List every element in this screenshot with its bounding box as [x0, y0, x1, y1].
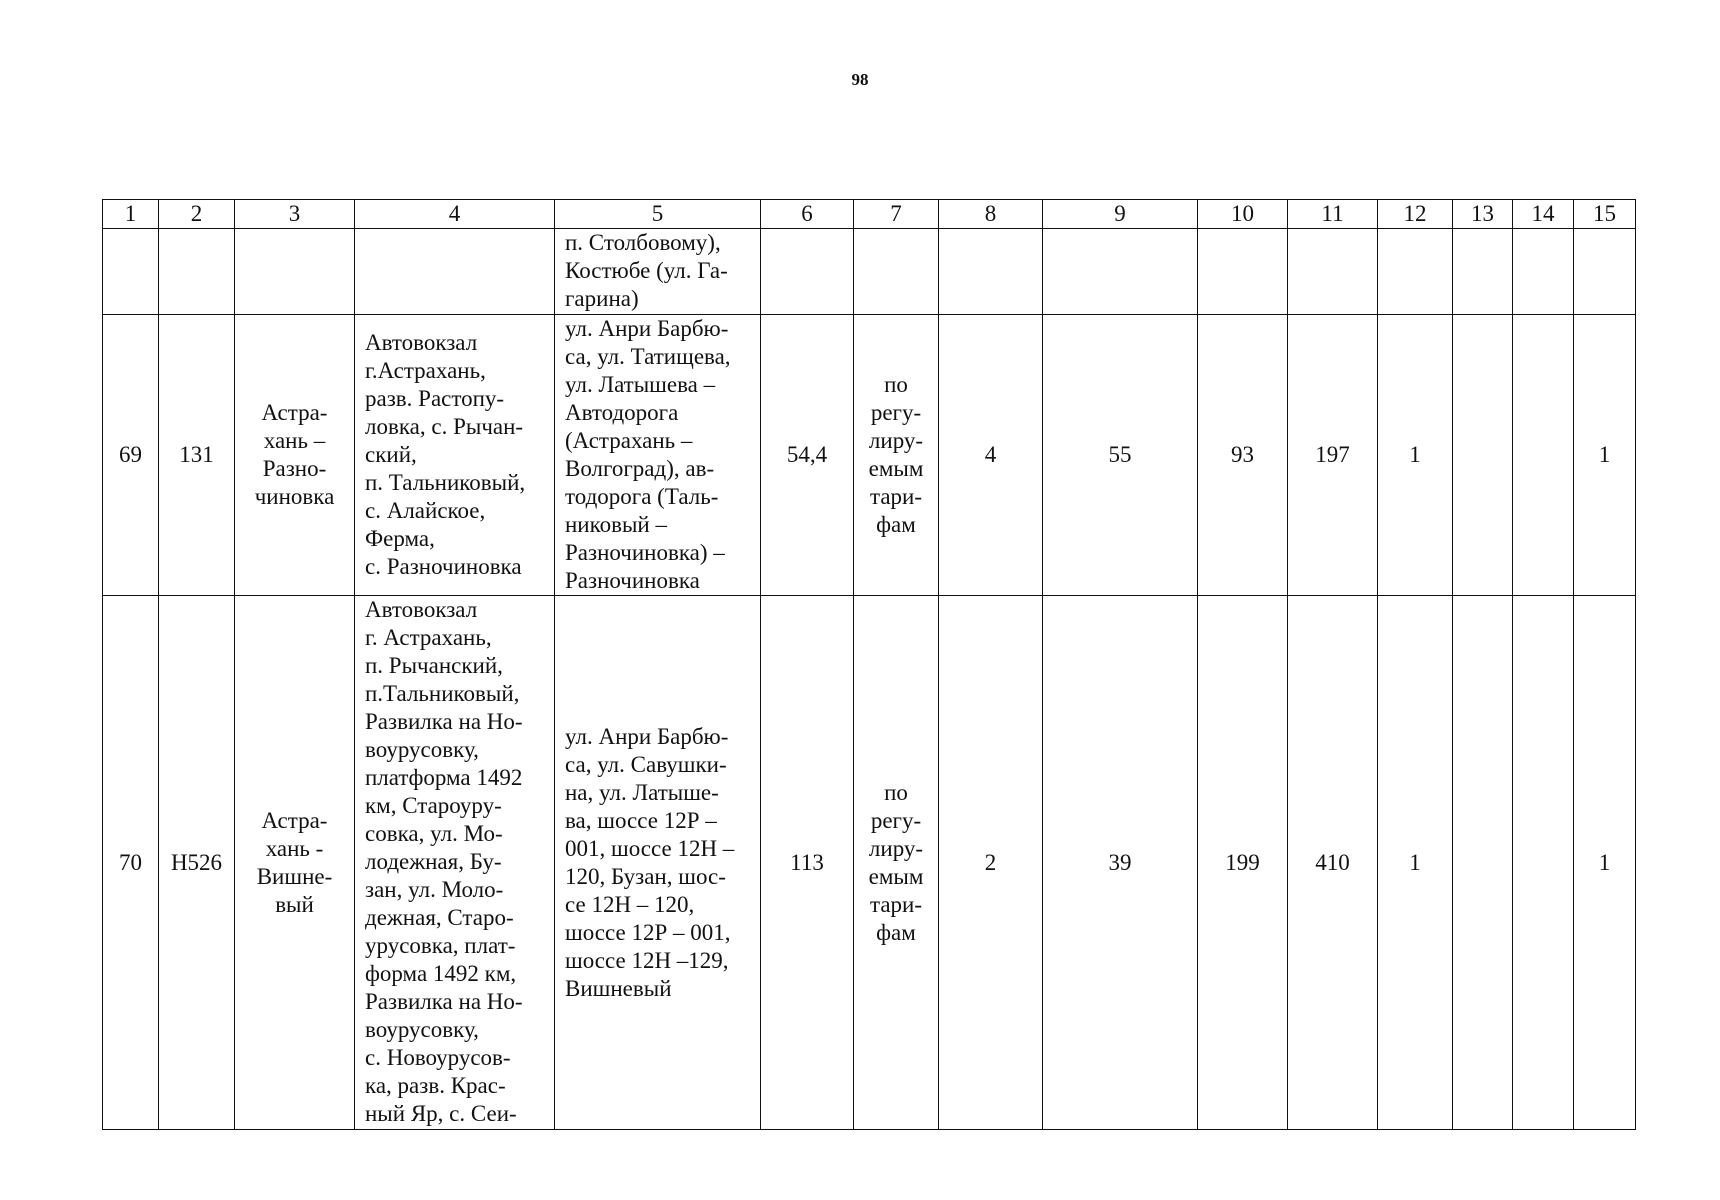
text-line: регу-: [870, 807, 922, 833]
header-cell-9: 9: [1043, 200, 1198, 229]
cell: [939, 229, 1043, 315]
text-line: Автовокзал: [365, 597, 478, 622]
text-line: ул. Анри Барбю-: [565, 316, 729, 341]
page-number: 98: [851, 70, 869, 89]
text-line: п. Тальниковый,: [365, 470, 526, 495]
text-line: хань –: [263, 428, 326, 453]
text-line: тодорога (Таль-: [565, 484, 719, 509]
col-15-value: 1: [1574, 315, 1636, 596]
col-11-value: 410: [1288, 596, 1378, 1130]
header-cell-4: 4: [355, 200, 555, 229]
text-line: платформа 1492: [365, 765, 523, 790]
header-cell-10: 10: [1198, 200, 1288, 229]
text-line: Разночиновка: [565, 568, 700, 593]
text-line: с. Новоурусов-: [365, 1045, 511, 1070]
text-line: са, ул. Савушки-: [565, 751, 727, 777]
header-cell-5: 5: [555, 200, 761, 229]
text-line: Костюбе (ул. Га-: [565, 258, 728, 283]
col-10-value: 93: [1198, 315, 1288, 596]
text-line: чиновка: [254, 484, 335, 509]
cell: [1574, 229, 1636, 315]
text-line: дежная, Старо-: [365, 905, 514, 930]
text-line: по: [884, 779, 908, 805]
text-line: г. Астрахань,: [365, 625, 492, 650]
col-15-value: 1: [1574, 596, 1636, 1130]
table-row: [103, 315, 1636, 596]
text-line: са, ул. Татищева,: [565, 344, 731, 369]
route-name: [235, 596, 355, 1130]
cell: [1453, 229, 1513, 315]
col-10-value: 199: [1198, 596, 1288, 1130]
text-line: по: [884, 372, 908, 397]
col-14-value: [1513, 596, 1574, 1130]
route-length: 113: [761, 596, 854, 1130]
text-line: п. Рычанский,: [365, 653, 503, 678]
route-name: [235, 315, 355, 596]
text-line: урусовка, плат-: [365, 933, 516, 958]
text-line: Ферма,: [365, 526, 435, 551]
text-line: ский,: [365, 442, 417, 467]
text-line: Автодорога: [565, 400, 679, 425]
text-line: хань -: [265, 835, 324, 861]
text-line: с. Разночиновка: [365, 554, 522, 579]
header-row: [103, 200, 1636, 229]
text-line: Развилка на Но-: [365, 709, 523, 734]
text-line: совка, ул. Мо-: [365, 821, 503, 846]
header-cell-6: 6: [761, 200, 854, 229]
tariff-type: [854, 596, 939, 1130]
header-cell-11: 11: [1288, 200, 1378, 229]
text-line: Развилка на Но-: [365, 989, 523, 1014]
route-streets: [555, 596, 761, 1130]
text-line: емым: [868, 863, 924, 889]
header-cell-7: 7: [854, 200, 939, 229]
col-9-value: 39: [1043, 596, 1198, 1130]
tariff-type: [854, 315, 939, 596]
text-line: фам: [876, 512, 916, 537]
text-line: п.Тальниковый,: [365, 681, 520, 706]
col-14-value: [1513, 315, 1574, 596]
cell: [103, 229, 159, 315]
text-line: Автовокзал: [365, 330, 478, 355]
table-row: [103, 596, 1636, 1130]
text-line: регу-: [870, 400, 922, 425]
text-line: форма 1492 км,: [365, 961, 517, 986]
text-line: ва, шоссе 12Р –: [565, 807, 717, 833]
text-line: 001, шоссе 12Н –: [565, 835, 735, 861]
route-number: Н526: [159, 596, 235, 1130]
text-line: Астра-: [261, 807, 328, 833]
text-line: Волгоград), ав-: [565, 456, 715, 481]
text-line: с. Алайское,: [365, 498, 486, 523]
text-line: вый: [275, 891, 314, 917]
text-line: фам: [876, 919, 916, 945]
row-number: 69: [103, 315, 159, 596]
route-length: 54,4: [761, 315, 854, 596]
col-13-value: [1453, 315, 1513, 596]
cell: [1288, 229, 1378, 315]
text-line: воурусовку,: [365, 737, 479, 762]
cell: [159, 229, 235, 315]
text-line: шоссе 12Н –129,: [565, 947, 729, 973]
col-11-value: 197: [1288, 315, 1378, 596]
text-line: Разно-: [262, 456, 327, 481]
route-stops: [355, 315, 555, 596]
text-line: 120, Бузан, шос-: [565, 863, 726, 889]
text-line: лодежная, Бу-: [365, 849, 502, 874]
route-streets: [555, 315, 761, 596]
col-8-value: 4: [939, 315, 1043, 596]
text-line: гарина): [565, 286, 639, 311]
cell: [761, 229, 854, 315]
text-line: никовый –: [565, 512, 667, 537]
text-line: ный Яр, с. Сеи-: [365, 1101, 517, 1126]
cell: [854, 229, 939, 315]
col-12-value: 1: [1378, 596, 1453, 1130]
text-line: разв. Растопу-: [365, 386, 505, 411]
text-line: км, Староуру-: [365, 793, 502, 818]
text-line: Вишне-: [256, 863, 333, 889]
text-line: тари-: [869, 484, 922, 509]
text-line: емым: [868, 456, 924, 481]
cell: [355, 229, 555, 315]
text-line: ка, разв. Крас-: [365, 1073, 506, 1098]
header-cell-2: 2: [159, 200, 235, 229]
continuation-streets: [555, 229, 761, 315]
continuation-row: [103, 229, 1636, 315]
cell: [1198, 229, 1288, 315]
text-line: се 12Н – 120,: [565, 891, 695, 917]
header-cell-14: 14: [1513, 200, 1574, 229]
text-line: зан, ул. Моло-: [365, 877, 504, 902]
header-cell-13: 13: [1453, 200, 1513, 229]
cell: [1043, 229, 1198, 315]
header-cell-8: 8: [939, 200, 1043, 229]
text-line: п. Столбовому),: [565, 230, 721, 255]
text-line: шоссе 12Р – 001,: [565, 919, 731, 945]
routes-table: [102, 199, 1636, 1130]
text-line: на, ул. Латыше-: [565, 779, 719, 805]
cell: [235, 229, 355, 315]
text-line: воурусовку,: [365, 1017, 479, 1042]
route-stops: [355, 596, 555, 1130]
col-9-value: 55: [1043, 315, 1198, 596]
text-line: лиру-: [868, 835, 924, 861]
text-line: Астра-: [261, 400, 328, 425]
text-line: г.Астрахань,: [365, 358, 486, 383]
text-line: ловка, с. Рычан-: [365, 414, 524, 439]
text-line: (Астрахань –: [565, 428, 693, 453]
col-8-value: 2: [939, 596, 1043, 1130]
text-line: ул. Анри Барбю-: [565, 723, 729, 749]
header-cell-12: 12: [1378, 200, 1453, 229]
text-line: Вишневый: [565, 975, 672, 1001]
text-line: лиру-: [868, 428, 924, 453]
route-number: 131: [159, 315, 235, 596]
header-cell-1: 1: [103, 200, 159, 229]
header-cell-15: 15: [1574, 200, 1636, 229]
cell: [1513, 229, 1574, 315]
cell: [1378, 229, 1453, 315]
col-12-value: 1: [1378, 315, 1453, 596]
text-line: тари-: [869, 891, 922, 917]
header-cell-3: 3: [235, 200, 355, 229]
col-13-value: [1453, 596, 1513, 1130]
text-line: Разночиновка) –: [565, 540, 725, 565]
row-number: 70: [103, 596, 159, 1130]
text-line: ул. Латышева –: [565, 372, 716, 397]
